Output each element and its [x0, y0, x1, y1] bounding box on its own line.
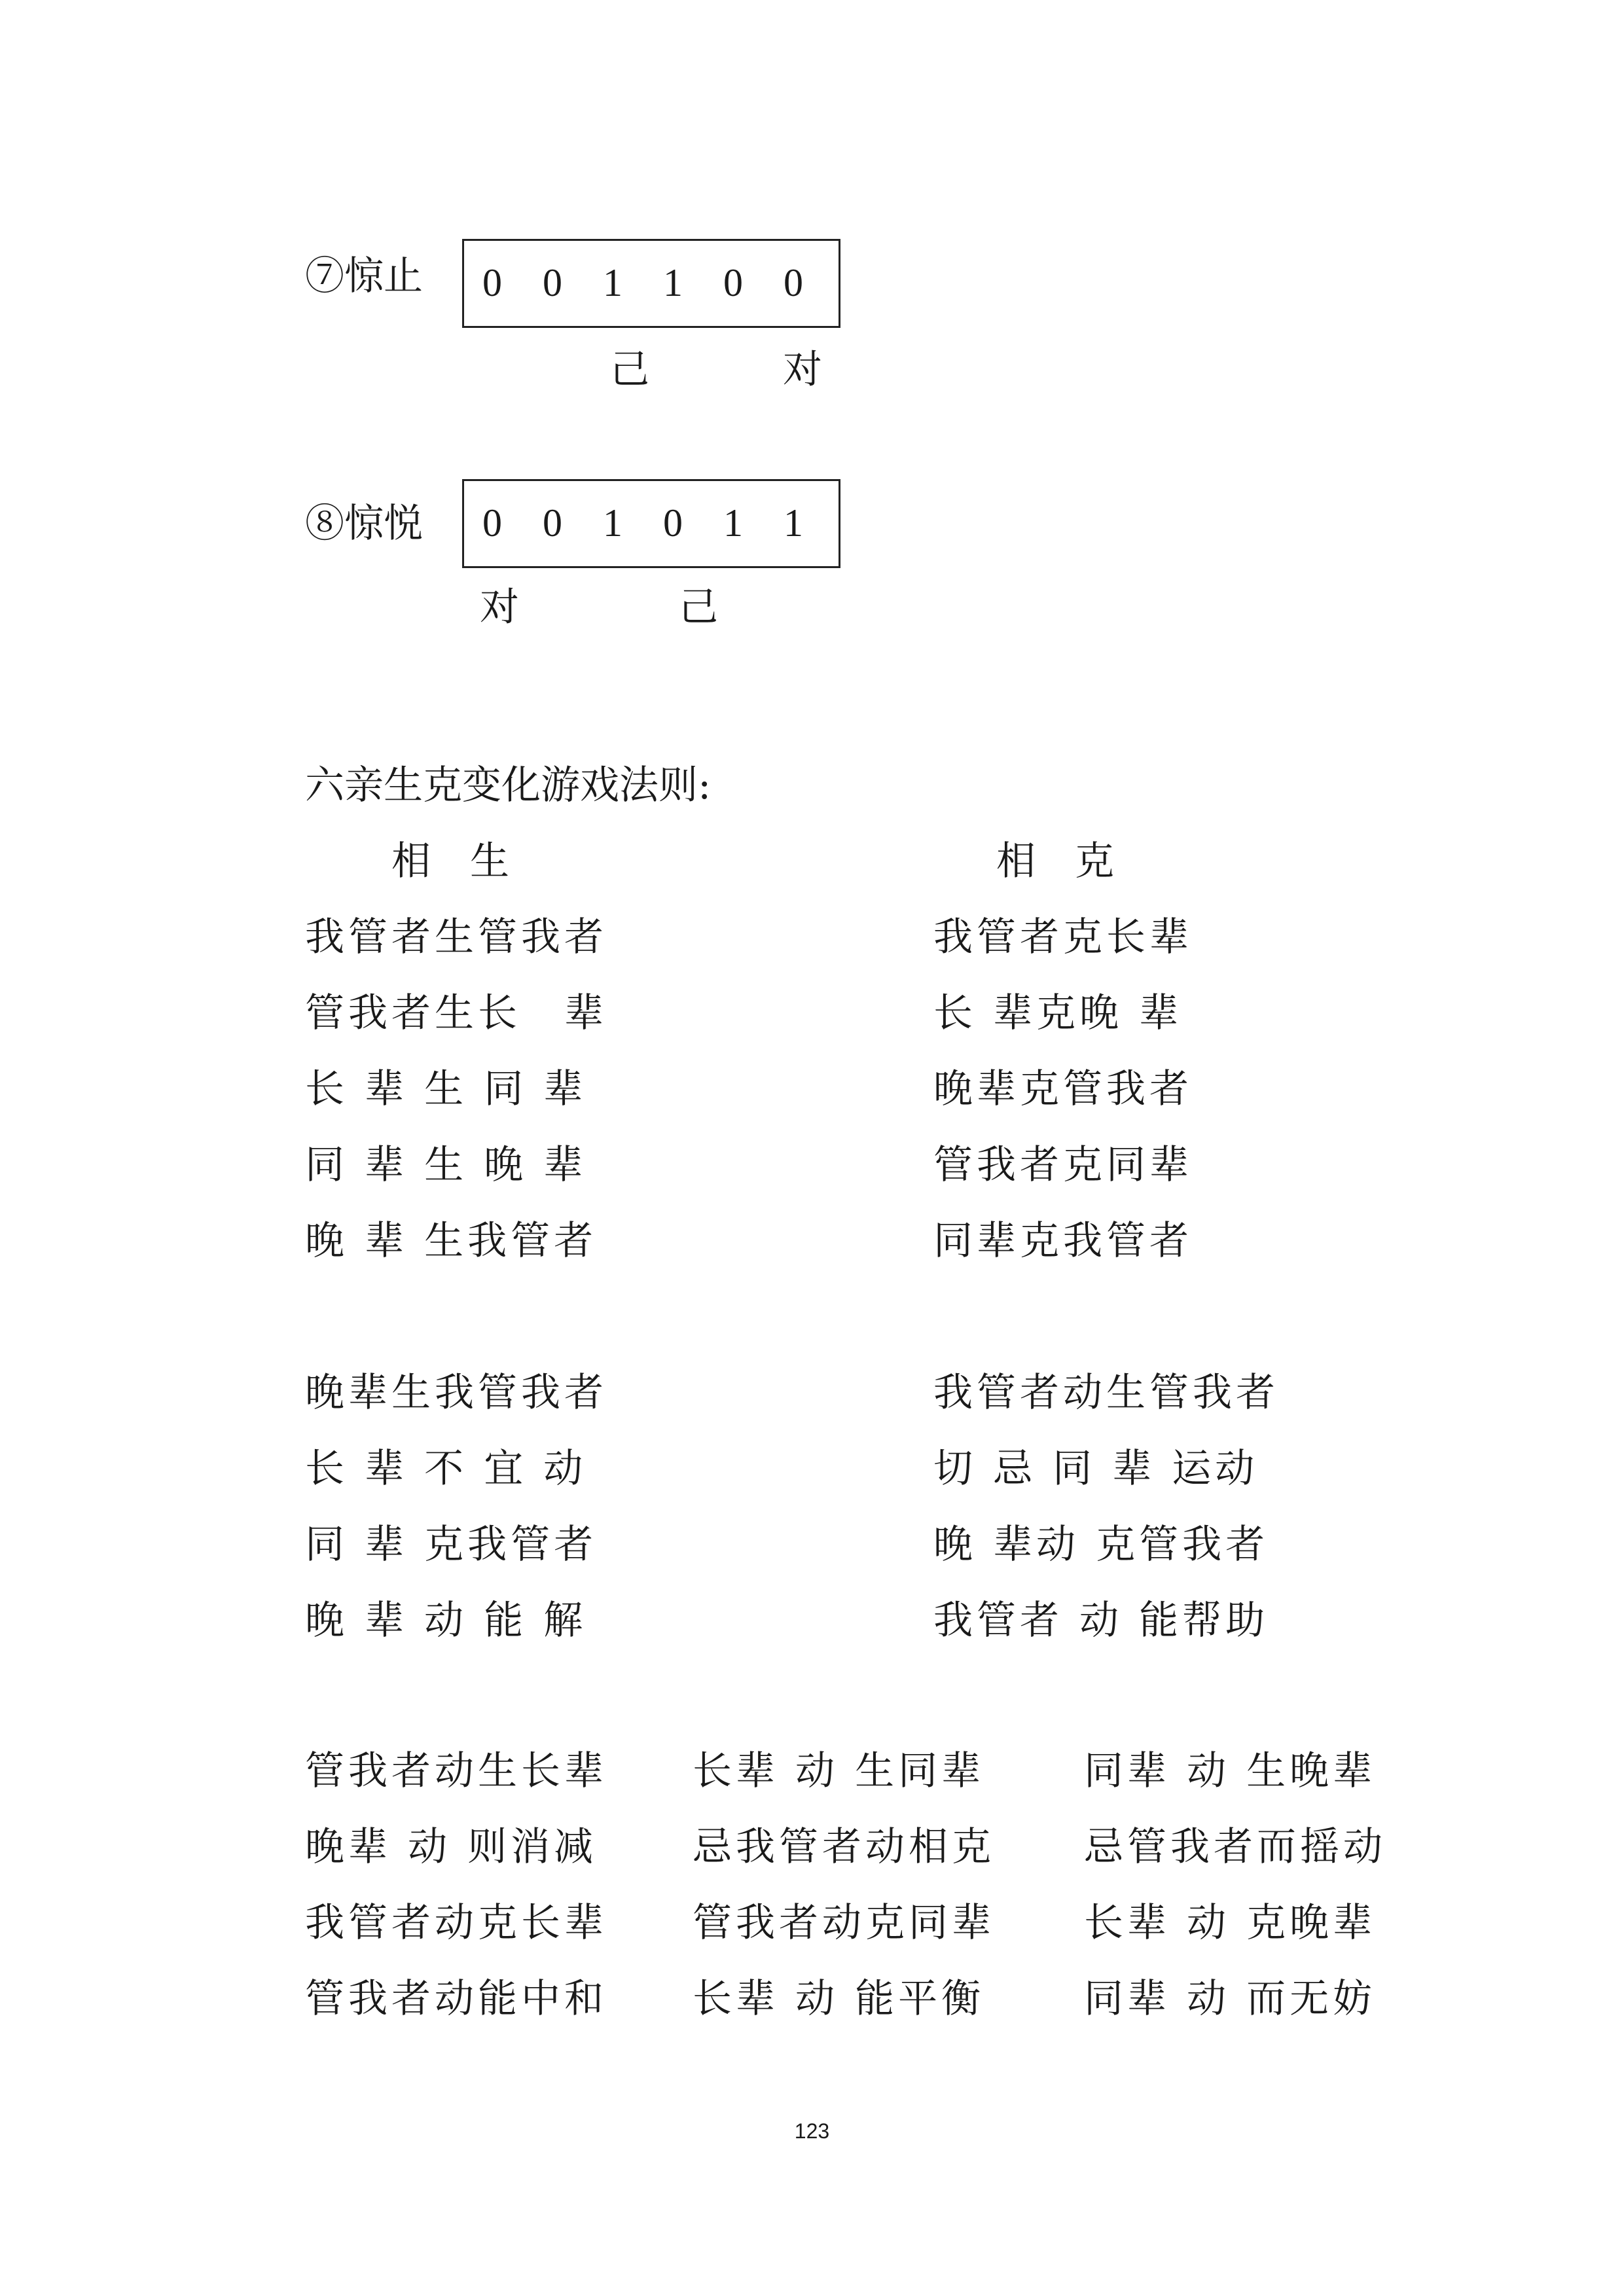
rule-line: 我管者动克长辈 — [305, 1900, 607, 1946]
rule-line: 管我者动生长辈 — [305, 1748, 607, 1794]
rule-line: 长辈 动 克晚辈 — [1084, 1900, 1377, 1946]
rule-line: 晚辈生我管我者 — [305, 1370, 607, 1416]
hexagram-8-bit-5: 1 — [723, 501, 743, 545]
hexagram-7-bit-3: 1 — [603, 261, 623, 304]
rule-line: 晚 辈 动 能 解 — [305, 1598, 587, 1643]
rule-line: 晚辈 动 则消减 — [305, 1824, 598, 1870]
rule-line: 管我者动克同辈 — [693, 1900, 995, 1946]
hexagram-7-bit-6: 0 — [784, 261, 803, 304]
hexagram-8-bit-2: 0 — [543, 501, 562, 545]
rule-line: 长 辈 不 宜 动 — [305, 1446, 587, 1492]
rule-line: 同辈 动 而无妨 — [1084, 1976, 1377, 2022]
rule-line: 同 辈 克我管者 — [305, 1522, 598, 1568]
generation-line: 我管者生管我者 — [305, 914, 607, 960]
hexagram-8-bit-6: 1 — [784, 501, 803, 545]
generation-line: 管我者生长 辈 — [305, 990, 607, 1036]
rule-line: 忌我管者动相克 — [693, 1824, 995, 1870]
generation-line: 同 辈 生 晚 辈 — [305, 1142, 587, 1188]
restraint-line: 同辈克我管者 — [933, 1218, 1193, 1264]
column-head-mutual-restraint: 相 克 — [996, 838, 1114, 884]
hexagram-7-mark-other: 对 — [783, 347, 822, 393]
hexagram-8-mark-self: 己 — [679, 584, 718, 630]
restraint-line: 长 辈克晚 辈 — [933, 990, 1183, 1036]
hexagram-7-bit-2: 0 — [543, 261, 562, 304]
rule-line: 切 忌 同 辈 运动 — [933, 1446, 1259, 1492]
restraint-line: 我管者克长辈 — [933, 914, 1193, 960]
rules-title: 六亲生克变化游戏法则: — [305, 762, 712, 808]
hexagram-7-box — [462, 239, 840, 328]
rule-line: 长辈 动 生同辈 — [693, 1748, 985, 1794]
rule-line: 长辈 动 能平衡 — [693, 1976, 985, 2022]
rule-line: 管我者动能中和 — [305, 1976, 607, 2022]
generation-line: 长 辈 生 同 辈 — [305, 1066, 587, 1112]
hexagram-8-bit-1: 0 — [482, 501, 502, 545]
column-head-mutual-generation: 相 生 — [391, 838, 509, 884]
rule-line: 我管者动生管我者 — [933, 1370, 1279, 1416]
hexagram-8-label: ⑧惊悦 — [305, 501, 423, 547]
hexagram-7-bit-1: 0 — [482, 261, 502, 304]
rule-line: 晚 辈动 克管我者 — [933, 1522, 1269, 1568]
hexagram-7-bit-5: 0 — [723, 261, 743, 304]
hexagram-8-box — [462, 479, 840, 568]
hexagram-7-bit-4: 1 — [663, 261, 683, 304]
generation-line: 晚 辈 生我管者 — [305, 1218, 598, 1264]
hexagram-8-mark-other: 对 — [480, 584, 519, 630]
page-number: 123 — [794, 2119, 830, 2143]
rule-line: 忌管我者而摇动 — [1084, 1824, 1386, 1870]
hexagram-7-mark-self: 己 — [610, 347, 649, 393]
rule-line: 同辈 动 生晚辈 — [1084, 1748, 1377, 1794]
hexagram-8-bit-4: 0 — [663, 501, 683, 545]
hexagram-7-label: ⑦惊止 — [305, 253, 423, 299]
rule-line: 我管者 动 能帮助 — [933, 1598, 1269, 1643]
hexagram-8-bit-3: 1 — [603, 501, 623, 545]
restraint-line: 管我者克同辈 — [933, 1142, 1193, 1188]
restraint-line: 晚辈克管我者 — [933, 1066, 1193, 1112]
